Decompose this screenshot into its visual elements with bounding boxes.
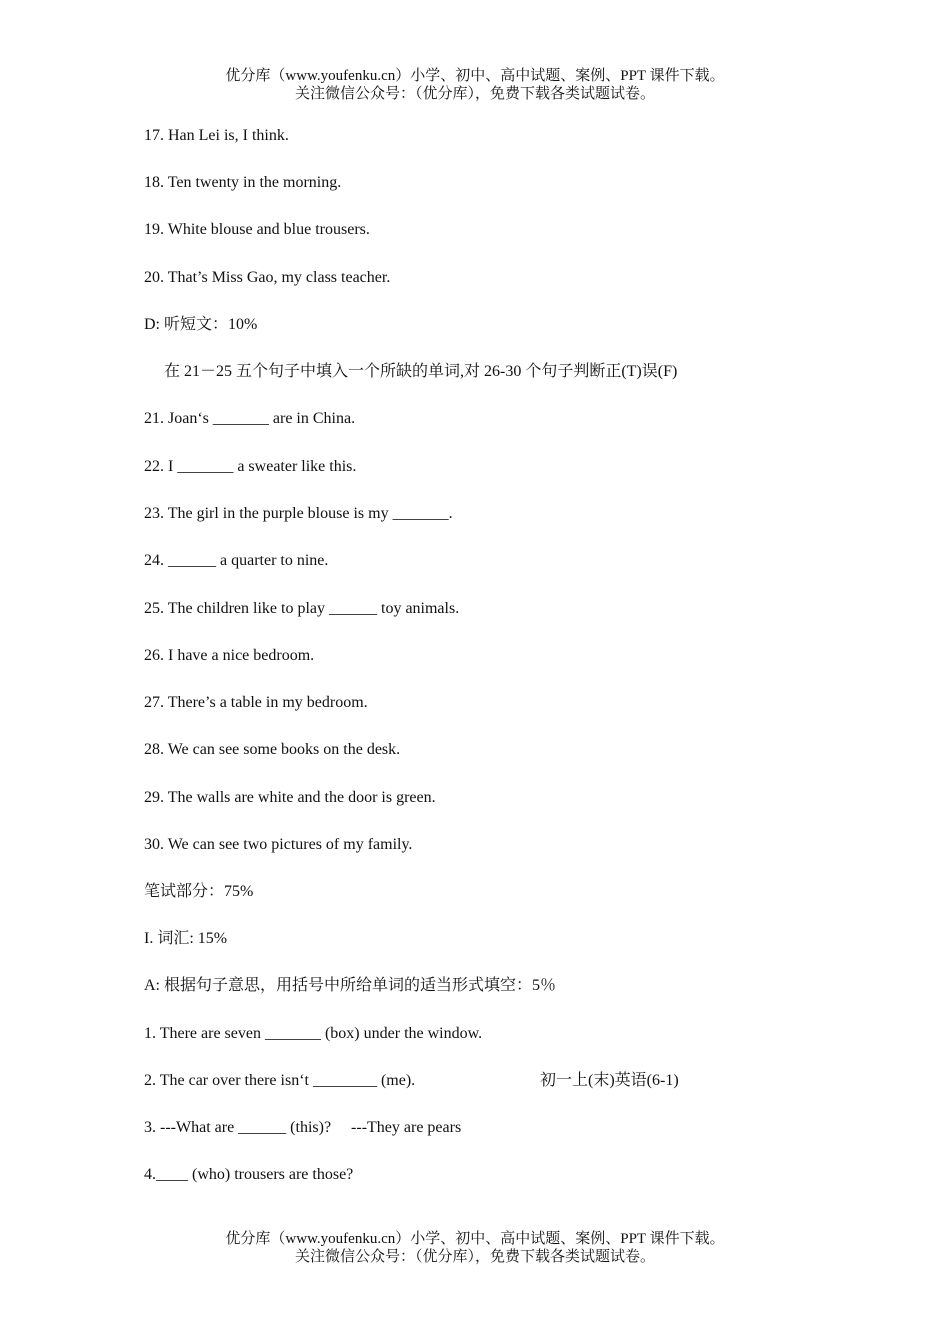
written-part-heading: 笔试部分：75% <box>144 883 254 900</box>
header-line-1: 优分库（www.youfenku.cn）小学、初中、高中试题、案例、PPT 课件下载。 <box>225 68 725 84</box>
footer-line-2: 关注微信公众号：（优分库），免费下载各类试题试卷。 <box>294 1249 655 1265</box>
page-header <box>0 67 950 103</box>
item-30: 30. We can see two pictures of my family. <box>144 836 413 853</box>
section-d-heading: D: 听短文：10% <box>144 316 258 333</box>
vocab-heading: I. 词汇: 15% <box>144 930 228 947</box>
page-tag: 初一上(末)英语(6-1) <box>540 1072 679 1089</box>
vocab-a-instructions: A: 根据句子意思，用括号中所给单词的适当形式填空：5％ <box>144 977 557 994</box>
vocab-item-2: 2. The car over there isn‘t ________ (me). <box>144 1072 416 1089</box>
item-27: 27. There’s a table in my bedroom. <box>144 694 368 711</box>
item-18: 18. Ten twenty in the morning. <box>144 174 342 191</box>
vocab-item-1: 1. There are seven _______ (box) under the window. <box>144 1025 483 1042</box>
section-d-instructions: 在 21－25 五个句子中填入一个所缺的单词,对 26-30 个句子判断正(T)误(F) <box>164 363 678 380</box>
item-20: 20. That’s Miss Gao, my class teacher. <box>144 269 391 286</box>
page-footer <box>0 1230 950 1266</box>
item-21: 21. Joan‘s _______ are in China. <box>144 410 356 427</box>
item-25: 25. The children like to play ______ toy animals. <box>144 600 460 617</box>
vocab-item-4: 4.____ (who) trousers are those? <box>144 1166 354 1183</box>
item-19: 19. White blouse and blue trousers. <box>144 221 370 238</box>
item-22: 22. I _______ a sweater like this. <box>144 458 357 475</box>
item-24: 24. ______ a quarter to nine. <box>144 552 329 569</box>
vocab-item-3: 3. ---What are ______ (this)? ---They are pears <box>144 1119 462 1136</box>
item-23: 23. The girl in the purple blouse is my _______. <box>144 505 453 522</box>
item-29: 29. The walls are white and the door is green. <box>144 789 436 806</box>
footer-line-1: 优分库（www.youfenku.cn）小学、初中、高中试题、案例、PPT 课件下载。 <box>225 1231 725 1247</box>
header-line-2: 关注微信公众号：（优分库），免费下载各类试题试卷。 <box>294 86 655 102</box>
item-26: 26. I have a nice bedroom. <box>144 647 315 664</box>
item-28: 28. We can see some books on the desk. <box>144 741 401 758</box>
item-17: 17. Han Lei is, I think. <box>144 127 289 144</box>
